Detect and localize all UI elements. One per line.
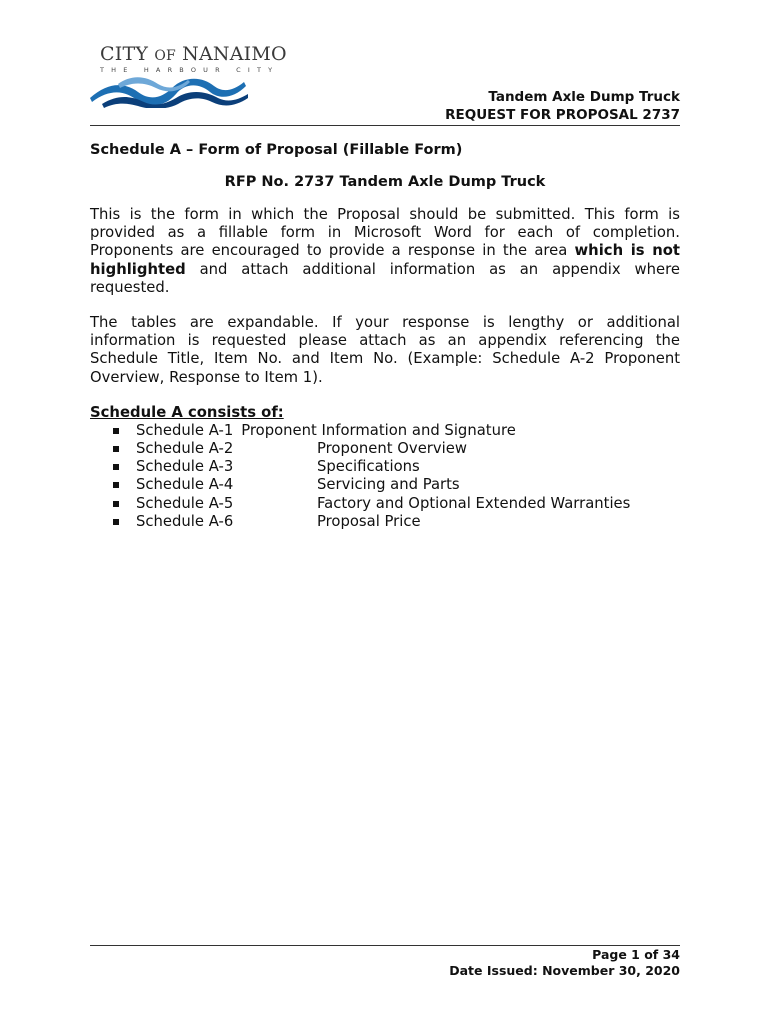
city-of-nanaimo-logo (88, 40, 287, 108)
intro-paragraph: This is the form in which the Proposal should be submitted. This form is provided as a fillable form in Microsoft Word for each of completion. Proponents are encouraged to provide a response in the area which is not highlighted and attach additional information as an appendix where requested. (90, 206, 680, 296)
date-issued: Date Issued: November 30, 2020 (449, 963, 680, 978)
document-body (90, 142, 680, 531)
page-number: Page 1 of 34 (592, 947, 680, 962)
header-divider (90, 125, 680, 126)
header-rfp: REQUEST FOR PROPOSAL 2737 (445, 107, 680, 123)
bullet-icon (113, 519, 119, 525)
list-item: Schedule A-5 Factory and Optional Extended Warranties (90, 495, 680, 513)
list-item: Schedule A-3 Specifications (90, 458, 680, 476)
bullet-icon (113, 428, 119, 434)
document-header (445, 88, 680, 124)
bullet-icon (113, 464, 119, 470)
rfp-title: RFP No. 2737 Tandem Axle Dump Truck (224, 174, 546, 190)
consists-heading: Schedule A consists of: (90, 403, 284, 421)
wave-icon (88, 68, 250, 108)
bullet-icon (113, 501, 119, 507)
section-title: Schedule A – Form of Proposal (Fillable Form) (90, 142, 463, 158)
emphasis-text: which is not highlighted (90, 242, 680, 278)
bullet-icon (113, 482, 119, 488)
document-footer (449, 947, 680, 979)
list-item: Schedule A-4 Servicing and Parts (90, 476, 680, 494)
footer-divider (90, 945, 680, 946)
header-title: Tandem Axle Dump Truck (488, 89, 680, 105)
list-item: Schedule A-2 Proponent Overview (90, 440, 680, 458)
list-item: Schedule A-6 Proposal Price (90, 513, 680, 531)
logo-title: CITY OF NANAIMO (100, 43, 287, 65)
schedule-list (90, 422, 680, 531)
logo-tagline: THE HARBOUR CITY (100, 66, 280, 74)
tables-paragraph: The tables are expandable. If your response is lengthy or additional information is requested please attach as an appendix referencing the Schedule Title, Item No. and Item No. (Example: Schedule A-2 Proponent Overview, Response to Item 1). (90, 314, 680, 386)
list-item: Schedule A-1 Proponent Information and Signature (90, 422, 680, 440)
bullet-icon (113, 446, 119, 452)
